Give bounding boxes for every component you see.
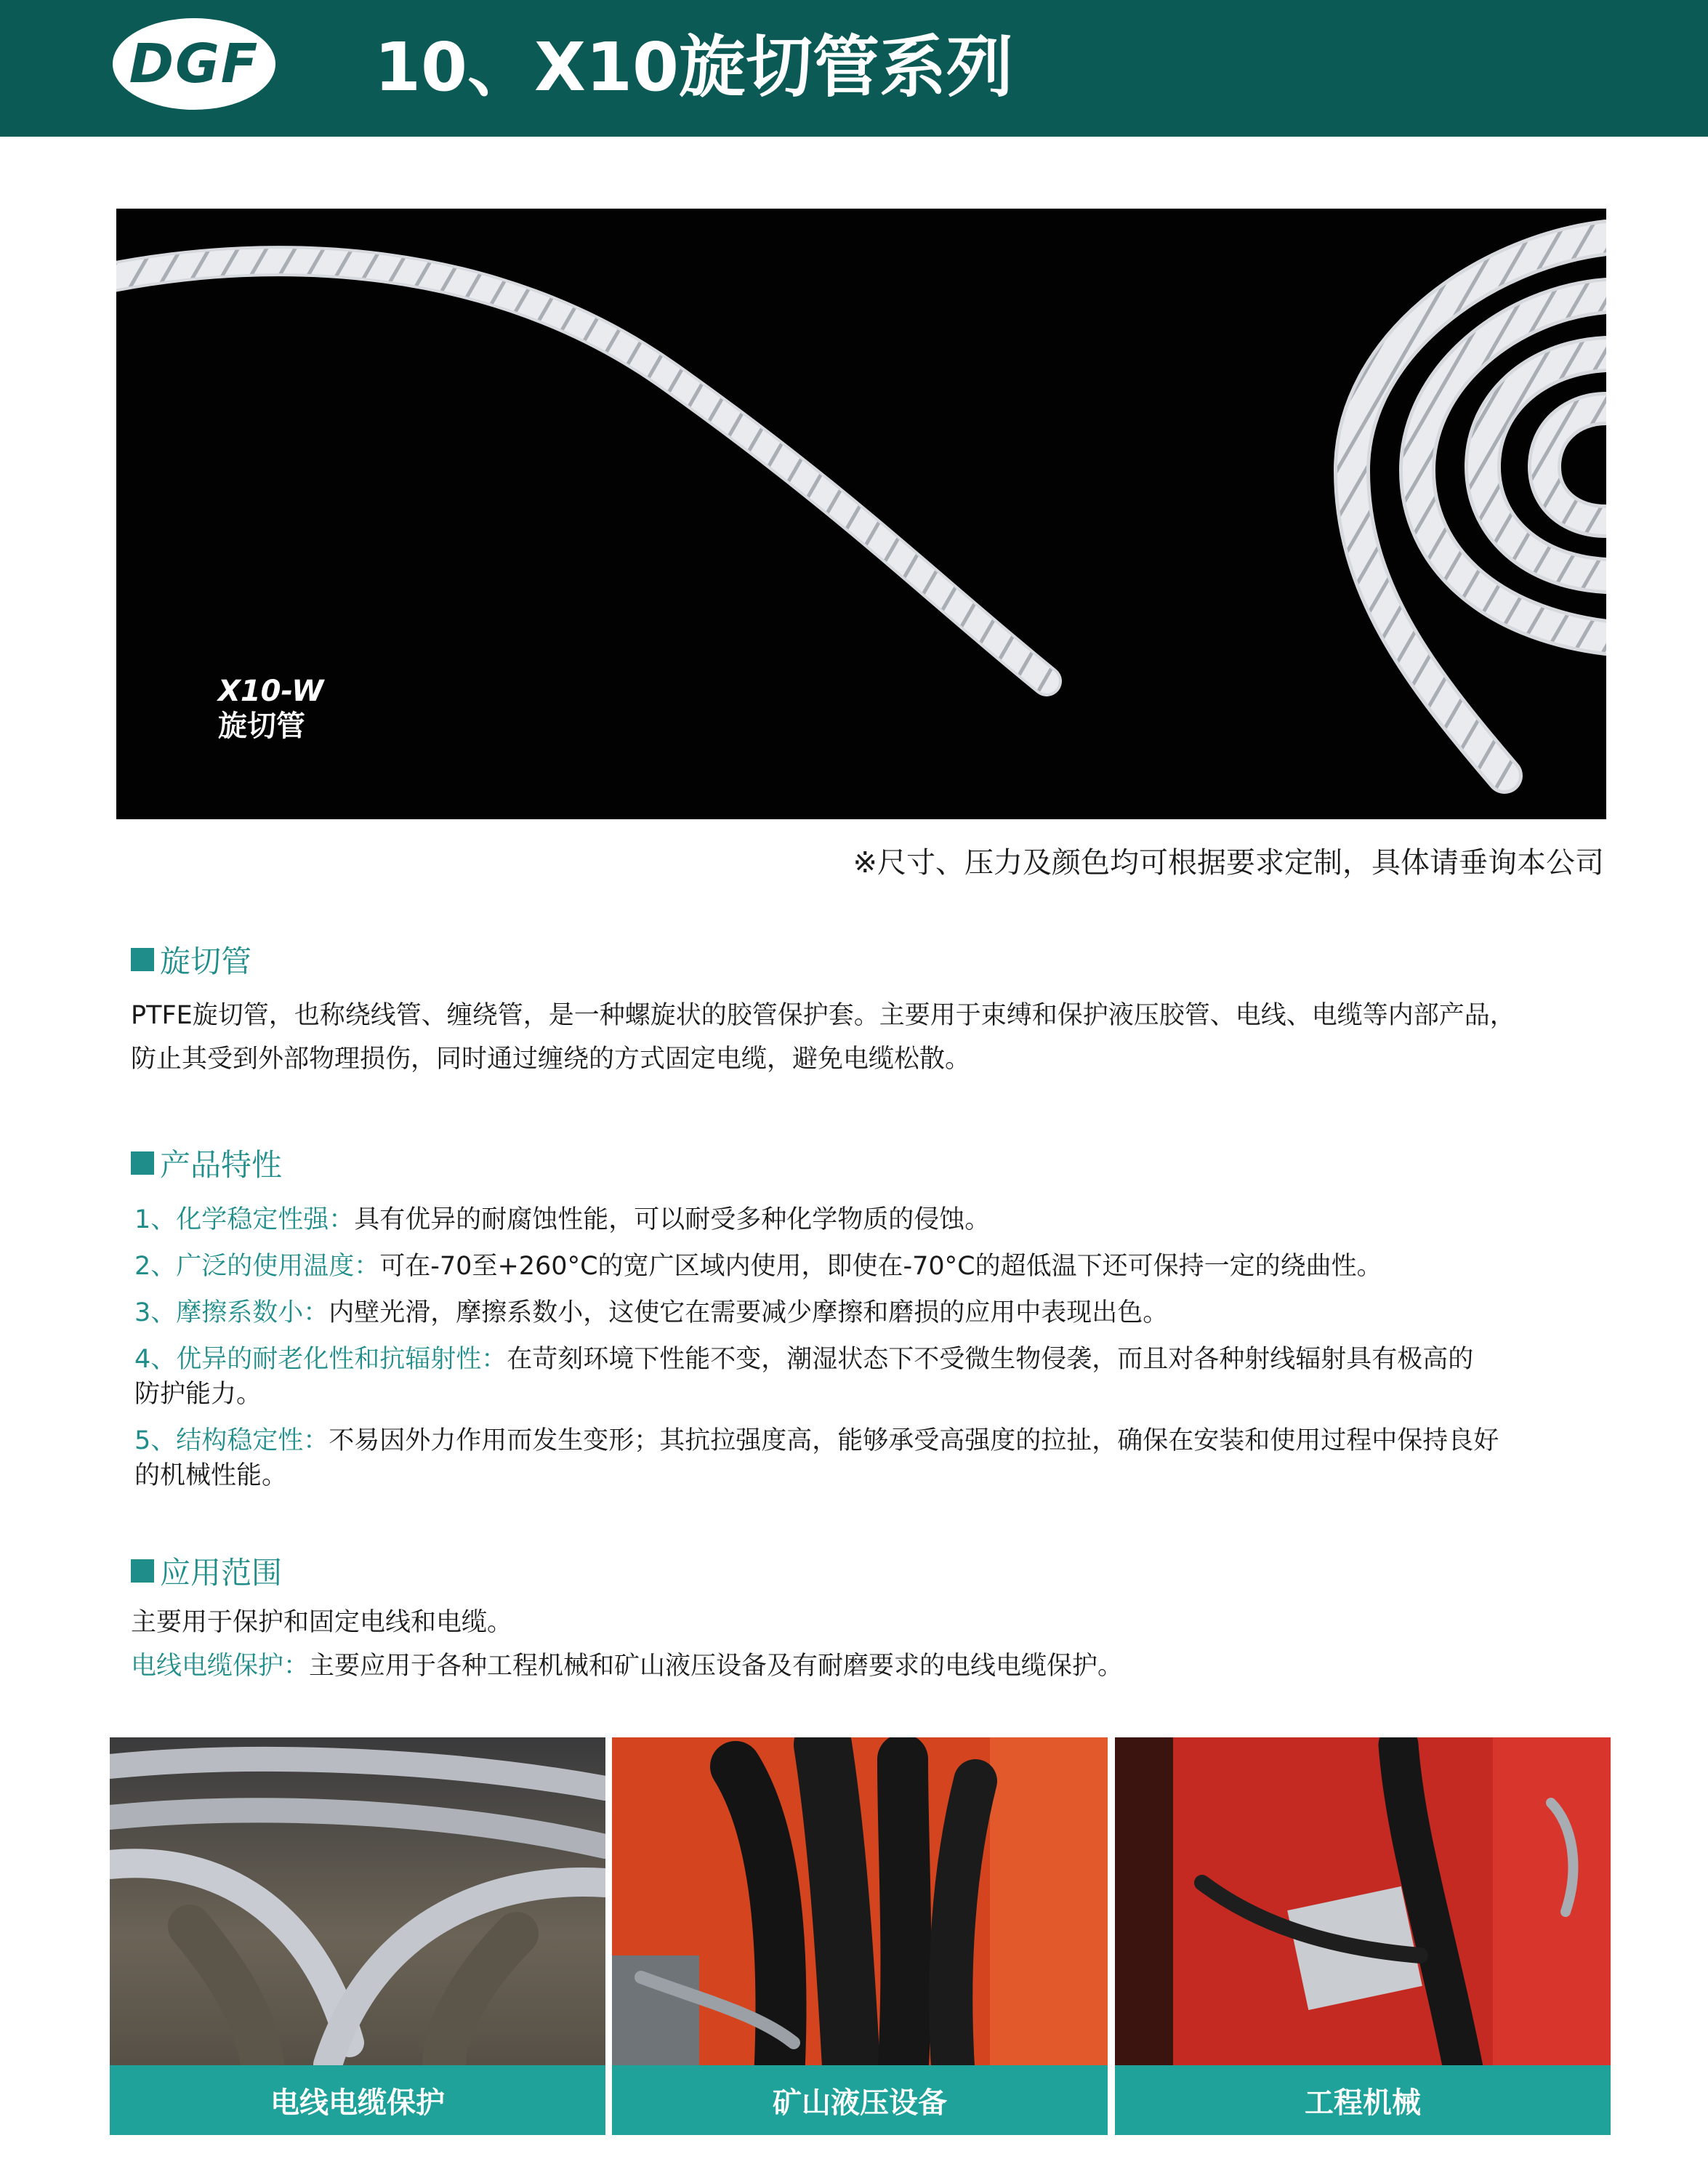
application-paragraph bbox=[131, 1601, 1614, 1688]
hero-model: X10-W bbox=[218, 675, 324, 708]
feature-item bbox=[134, 1249, 1610, 1284]
feature-label: 3、摩擦系数小： bbox=[134, 1298, 329, 1327]
photo-mining-hydraulics bbox=[612, 1737, 1108, 2135]
customization-note: ※尺寸、压力及颜色均可根据要求定制，具体请垂询本公司 bbox=[853, 846, 1604, 880]
spiral-tube-illustration bbox=[116, 209, 1606, 819]
feature-item bbox=[134, 1423, 1610, 1493]
application-line bbox=[131, 1644, 1614, 1688]
feature-item bbox=[134, 1295, 1610, 1330]
feature-text-cont: 的机械性能。 bbox=[134, 1461, 288, 1490]
feature-text: 具有优异的耐腐蚀性能，可以耐受多种化学物质的侵蚀。 bbox=[354, 1205, 991, 1234]
bullet-square-icon bbox=[131, 948, 154, 971]
intro-line: PTFE旋切管，也称绕线管、缠绕管，是一种螺旋状的胶管保护套。主要用于束缚和保护液压胶管、电线、电缆等内部产品， bbox=[131, 1001, 1515, 1030]
page-header bbox=[0, 0, 1708, 137]
photo-engineering-machinery bbox=[1115, 1737, 1611, 2135]
application-line: 主要用于保护和固定电线和电缆。 bbox=[131, 1608, 513, 1637]
feature-label: 2、广泛的使用温度： bbox=[134, 1252, 380, 1281]
feature-text-cont: 防护能力。 bbox=[134, 1380, 262, 1409]
page-title: 10、X10旋切管系列 bbox=[374, 28, 1013, 106]
feature-item bbox=[134, 1342, 1610, 1412]
section-heading-text: 旋切管 bbox=[160, 944, 252, 979]
feature-label: 1、化学稳定性强： bbox=[134, 1205, 355, 1234]
feature-text: 可在-70至+260°C的宽广区域内使用，即使在-70°C的超低温下还可保持一定的绕曲性。 bbox=[379, 1252, 1382, 1281]
section-heading-intro bbox=[131, 938, 251, 981]
photo-label: 工程机械 bbox=[1115, 2065, 1611, 2135]
section-heading-text: 产品特性 bbox=[160, 1147, 283, 1183]
feature-label: 5、结构稳定性： bbox=[134, 1426, 329, 1455]
section-heading-application bbox=[131, 1549, 282, 1593]
photo-label: 矿山液压设备 bbox=[612, 2065, 1108, 2135]
section-heading-features bbox=[131, 1141, 282, 1185]
application-label: 电线电缆保护： bbox=[131, 1652, 310, 1681]
logo-text: DGF bbox=[129, 33, 259, 95]
bullet-square-icon bbox=[131, 1151, 154, 1175]
photo-label: 电线电缆保护 bbox=[110, 2065, 605, 2135]
application-text: 主要应用于各种工程机械和矿山液压设备及有耐磨要求的电线电缆保护。 bbox=[309, 1652, 1124, 1681]
section-heading-text: 应用范围 bbox=[160, 1555, 283, 1591]
hero-caption bbox=[218, 674, 323, 744]
feature-text: 不易因外力作用而发生变形；其抗拉强度高，能够承受高强度的拉扯，确保在安装和使用过程中保持良好 bbox=[329, 1426, 1499, 1455]
feature-text: 在苛刻环境下性能不变，潮湿状态下不受微生物侵袭，而且对各种射线辐射具有极高的 bbox=[507, 1345, 1474, 1374]
bullet-square-icon bbox=[131, 1559, 154, 1583]
feature-label: 4、优异的耐老化性和抗辐射性： bbox=[134, 1345, 507, 1374]
brand-logo bbox=[113, 18, 275, 110]
photo-cable-protection bbox=[110, 1737, 605, 2135]
feature-item bbox=[134, 1202, 1610, 1237]
hero-product-name: 旋切管 bbox=[218, 709, 305, 743]
intro-line: 防止其受到外部物理损伤，同时通过缠绕的方式固定电缆，避免电缆松散。 bbox=[131, 1045, 971, 1074]
intro-paragraph bbox=[131, 994, 1614, 1081]
feature-text: 内壁光滑，摩擦系数小，这使它在需要减少摩擦和磨损的应用中表现出色。 bbox=[329, 1298, 1169, 1327]
product-hero-image bbox=[116, 209, 1606, 819]
